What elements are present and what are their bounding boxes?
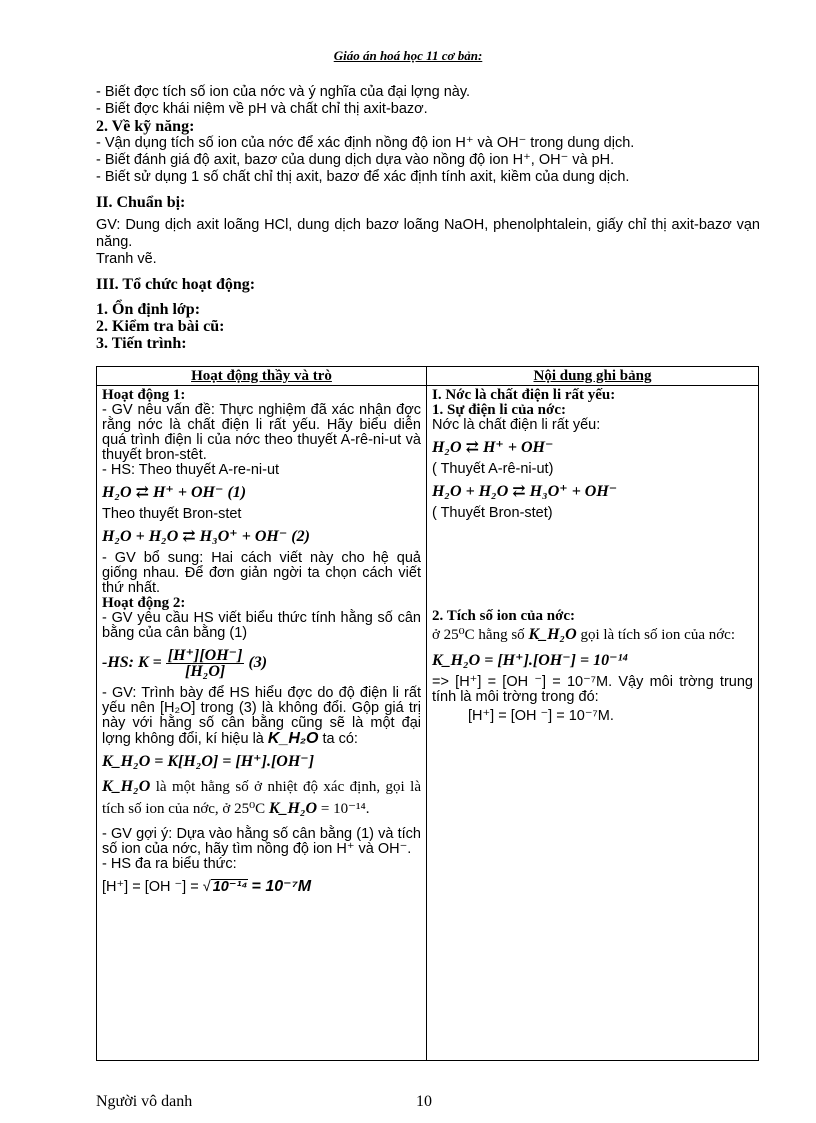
- prep-line-1: GV: Dung dịch axit loãng HCl, dung dịch bazơ loãng NaOH, phenolphtalein, giấy chỉ thị axit-bazơ vạn năng.: [96, 217, 760, 250]
- footer-author: Người vô danh: [96, 1093, 193, 1110]
- board-equation-2: H₂O + H₂O ⇄ H₃O⁺ + OH⁻: [431, 483, 618, 500]
- column-header-activities: Hoạt động thầy và trò: [97, 367, 427, 386]
- kh2o-description-text: là một hằng số ở nhiệt độ xác định, gọi là tích số ion của nớc, ở 25⁰C: [102, 779, 421, 817]
- gv-explanation: [102, 686, 421, 747]
- activity-2-title: Hoạt động 2:: [102, 595, 186, 611]
- gv-explanation-text: - GV: Trình bày để HS hiểu đợc do độ điện li rất yếu nên [H₂O] trong (3) là không đổi. Gộp giá trị này với hằng số cân bằng cũng sẽ là một đại lợng không đổi, kí hiệu là: [102, 685, 421, 747]
- equation-3-tag: (3): [248, 654, 268, 672]
- skill-line-1: - Vận dụng tích số ion của nớc để xác định nồng độ ion H⁺ và OH⁻ trong dung dịch.: [96, 135, 635, 151]
- activity-table: [96, 366, 759, 1061]
- equation-3: [102, 648, 421, 679]
- intro-section: [96, 84, 760, 352]
- bronsted-board-label: ( Thuyết Bron-stet): [431, 505, 553, 521]
- objective-line-2: - Biết đợc khái niệm về pH và chất chỉ thị axit-bazơ.: [96, 101, 428, 117]
- skill-line-2: - Biết đánh giá độ axit, bazơ của dung dịch dựa vào nồng độ ion H⁺, OH⁻ và pH.: [96, 152, 615, 168]
- final-rhs: = 10⁻⁷M: [251, 878, 312, 895]
- step-3: 3. Tiến trình:: [96, 335, 187, 352]
- sqrt-sign-icon: √: [202, 879, 211, 895]
- bronsted-label: Theo thuyết Bron-stet: [102, 506, 242, 522]
- equation-4: K_H₂O = K[H₂O] = [H⁺].[OH⁻]: [102, 753, 315, 770]
- activity-1-text: - GV nêu vấn đề: Thực nghiệm đã xác nhận đợc rằng nớc là chất điện li rất yếu. Hãy biểu diễn quá trình điện li của nớc theo thuyết A-rê-ni-ut và thuyết bron-stêt.: [102, 402, 421, 463]
- subsection-2-title: 2. Tích số ion của nớc:: [431, 608, 576, 624]
- step-1: 1. Ổn định lớp:: [96, 301, 201, 318]
- activity-1-title: Hoạt động 1:: [102, 387, 186, 403]
- page-header: Giáo án hoá học 11 cơ bản:: [333, 48, 483, 63]
- kh2o-symbol: K_H₂O: [267, 730, 319, 747]
- activities-cell: [97, 386, 427, 1061]
- prep-line-2: Tranh vẽ.: [96, 251, 157, 267]
- kh2o-symbol-2: K_H₂O: [102, 778, 151, 795]
- organization-heading: III. Tổ chức hoạt động:: [96, 276, 256, 293]
- subsection-1-title: 1. Sự điện li của nớc:: [431, 402, 566, 418]
- board-line-2b: gọi là tích số ion của nớc:: [580, 627, 736, 643]
- ta-co-text: ta có:: [322, 731, 358, 747]
- hs-expression-label: - HS đa ra biểu thức:: [102, 856, 237, 872]
- arrhenius-label: ( Thuyết A-rê-ni-ut): [431, 461, 554, 477]
- equation-2: H₂O + H₂O ⇄ H₃O⁺ + OH⁻ (2): [102, 528, 310, 545]
- skill-line-3: - Biết sử dụng 1 số chất chỉ thị axit, bazơ để xác định tính axit, kiềm của dung dịch.: [96, 169, 630, 185]
- board-line-1: Nớc là chất điện li rất yếu:: [431, 417, 601, 433]
- objective-line-1: - Biết đợc tích số ion của nớc và ý nghĩa của đại lợng này.: [96, 84, 471, 100]
- board-kh2o-symbol: K_H₂O: [528, 626, 577, 643]
- board-line-2a: ở 25⁰C hằng số: [431, 627, 525, 643]
- kh2o-value: = 10⁻¹⁴.: [320, 801, 370, 817]
- step-2: 2. Kiểm tra bài cũ:: [96, 318, 225, 335]
- board-equation-1: H₂O ⇄ H⁺ + OH⁻: [431, 439, 554, 456]
- footer-page-number: 10: [416, 1093, 432, 1110]
- board-line-4: [H⁺] = [OH ⁻] = 10⁻⁷M.: [467, 708, 614, 724]
- gv-hint: - GV gợi ý: Dựa vào hằng số cân bằng (1) và tích số ion của nớc, hãy tìm nồng độ ion H⁺ và OH⁻.: [102, 826, 421, 857]
- activity-2-text: - GV yêu cầu HS viết biểu thức tính hằng số cân bằng của cân bằng (1): [102, 610, 421, 641]
- kh2o-description: [102, 776, 421, 820]
- section-1-title: I. Nớc là chất điện li rất yếu:: [431, 387, 616, 403]
- equation-3-prefix: -HS: K =: [102, 654, 162, 672]
- final-sqrt-value: 10⁻¹⁴: [212, 879, 248, 895]
- equation-3-fraction: [166, 648, 245, 679]
- column-header-board: Nội dung ghi bảng: [426, 367, 758, 386]
- board-equation-3: K_H₂O = [H⁺].[OH⁻] = 10⁻¹⁴: [431, 652, 628, 669]
- skills-heading: 2. Về kỹ năng:: [96, 118, 195, 135]
- board-line-2: [432, 624, 753, 646]
- equation-3-numerator: [H⁺][OH⁻]: [167, 647, 243, 664]
- gv-supplement: - GV bổ sung: Hai cách viết này cho hệ quả giống nhau. Để đơn giản ngời ta chọn cách viết thứ nhất.: [102, 550, 421, 596]
- equation-1: H₂O ⇄ H⁺ + OH⁻ (1): [102, 484, 247, 501]
- board-cell: [426, 386, 758, 1061]
- equation-3-denominator: [H₂O]: [185, 663, 226, 680]
- kh2o-symbol-3: K_H₂O: [268, 800, 318, 817]
- prep-heading: II. Chuẩn bị:: [96, 194, 186, 211]
- board-line-3: => [H⁺] = [OH ⁻] = 10⁻⁷M. Vậy môi trờng trung tính là môi trờng trong đó:: [431, 674, 753, 705]
- hs-answer-1: - HS: Theo thuyết A-re-ni-ut: [102, 462, 280, 478]
- final-expression: [102, 879, 421, 895]
- final-lhs: [H⁺] = [OH ⁻] =: [102, 879, 199, 895]
